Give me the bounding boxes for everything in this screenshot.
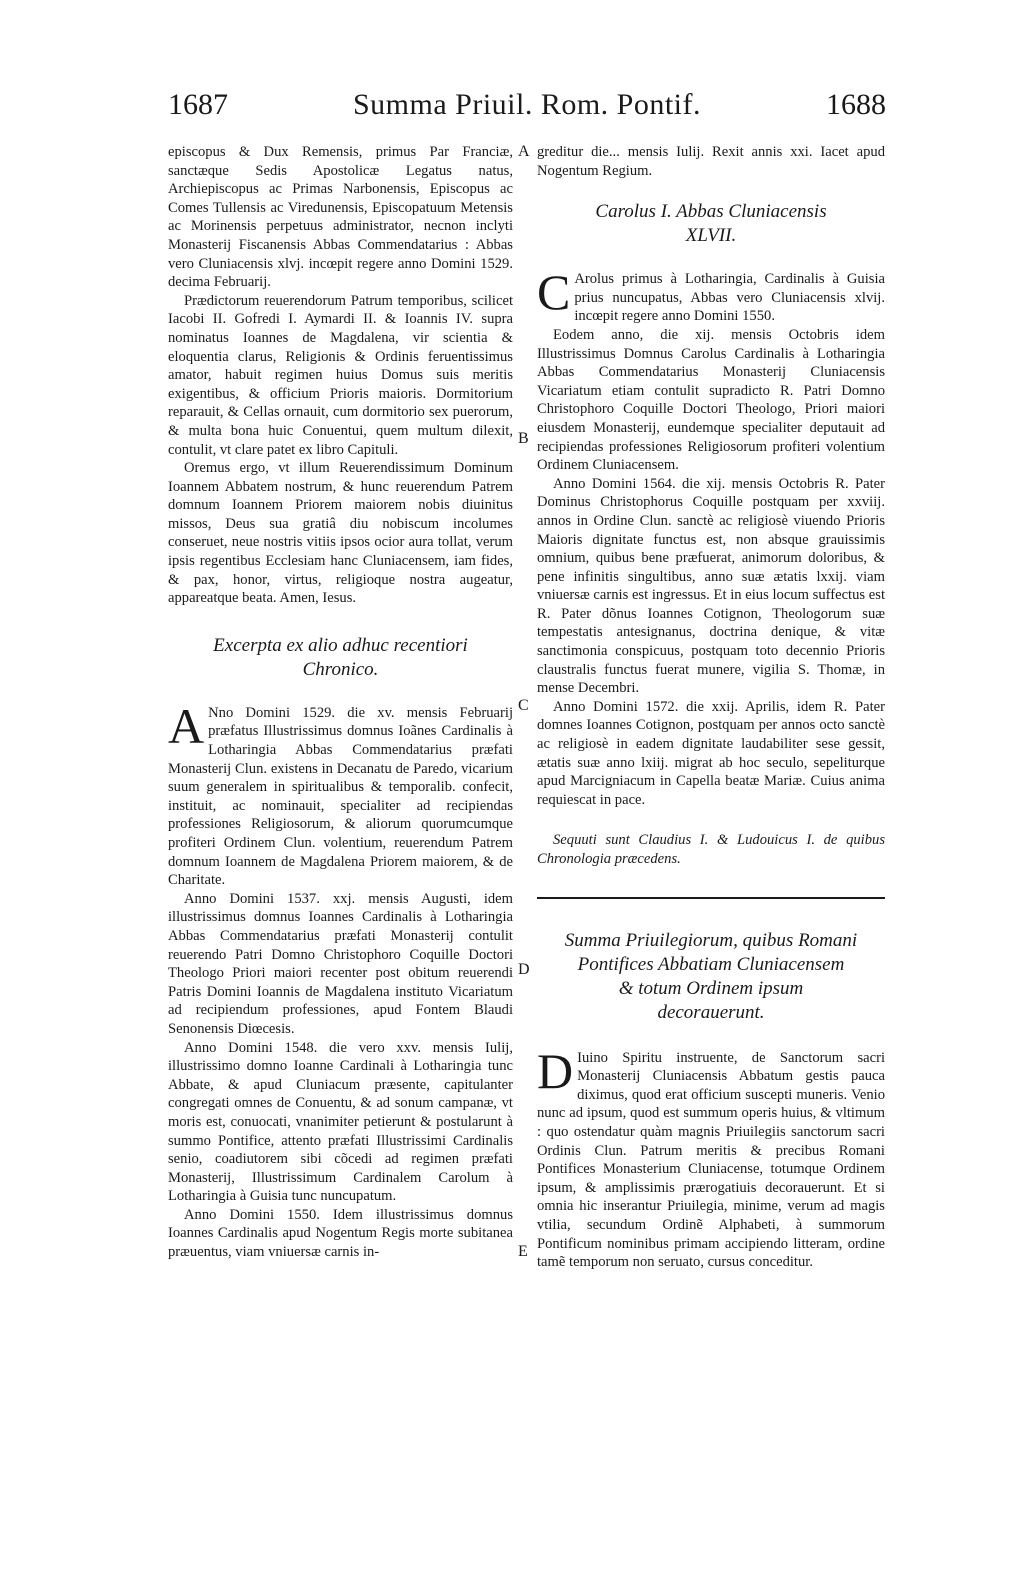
- running-title: Summa Priuil. Rom. Pontif.: [352, 88, 702, 121]
- paragraph: episcopus & Dux Remensis, primus Par Franciæ, sanctæque Sedis Apostolicæ Legatus natus, Archiepiscopus ac Primas Narbonensis, Episcopus ac Comes Tullensis ac Viredunensis, Episcopatuum Metensis ac Morinensis perpetuus administrator, necnon inclyti Monasterij Fiscanensis Abbas Commendatarius : Abbas vero Cluniacensis xlvj. incœpit regere anno Domini 1529. decima Februarij.: [168, 144, 513, 291]
- section-title: [537, 200, 885, 248]
- section-title-line: Summa Priuilegiorum, quibus Romani: [564, 929, 858, 951]
- paragraph-text: Nno Domini 1529. die xv. mensis Februarij præfatus Illustrissimus domnus Ioãnes Cardinalis à Lotharingia Abbas Commendatarius præfati Monasterij Clun. existens in Decanatu de Paredo, vicarium suum generalem in spiritualibus & temporalib. confecit, instituit, ac nominauit, specialiter ad recipiendas professiones Religiosorum, & aliorum quorumcumque profiteri Ordinem Clun. volentium, reuerendum Patrem domnum Ioannem de Magdalena Priorem maiorem, & de Charitate.: [168, 704, 513, 889]
- running-head: [168, 88, 886, 128]
- page-number-left: 1687: [168, 88, 228, 121]
- margin-letter-a: A: [518, 143, 530, 160]
- paragraph: Anno Domini 1572. die xxij. Aprilis, idem R. Pater domnes Ioannes Cotignon, postquam per annos octo sanctè ac religiosè in eadem dignitate laudabiliter sese gessit, ætatis suæ anno lxiij. migrat ab hoc seculo, sepeliturque apud Marcigniacum in Capella beatæ Mariæ. Cuius anima requiescat in pace.: [537, 698, 885, 808]
- paragraph-with-dropcap: [537, 1042, 885, 1272]
- left-column: [168, 143, 513, 1262]
- margin-letter-e: E: [518, 1243, 528, 1260]
- margin-letter-d: D: [518, 961, 530, 978]
- paragraph: Eodem anno, die xij. mensis Octobris idem Illustrissimus Domnus Carolus Cardinalis à Lotharingia Abbas Commendatarius Monasterij Cluniacensis Vicariatum etiam contulit supradicto R. Patri Domno Christophoro Coquille Doctori Theologo, Priori maiori eiusdem Monasterij, eundemque specialiter deputauit ad recipiendas professiones Religiosorum profiteri volentium Ordinem Cluniacensem.: [537, 326, 885, 474]
- drop-cap: A: [168, 697, 205, 754]
- drop-cap: D: [537, 1042, 574, 1099]
- margin-letter-b: B: [518, 430, 529, 447]
- paragraph-text: Iuino Spiritu instruente, de Sanctorum sacri Monasterij Cluniacensis Abbatum gestis pauca diximus, quod erat officium suscepti muneris. Venio nunc ad ipsum, quod est summum operis huius, & vltimum : quo ostendatur quàm magnis Priuilegiis sanctorum sacri Ordinis Clun. Patrum meritis & precibus Romani Pontifices Monasterium Cluniacense, totumque Ordinem ipsum, & amplissimis prærogatiuis decorauerunt. Et si omnia hic inserantur Priuilegia, minime, verum ad magis vtilia, secundum Ordinẽ Alphabeti, à summorum Pontificum nominibus primam accipiendo litteram, ordine tamẽ temporum non seruato, cursus conceditur.: [537, 1049, 885, 1271]
- paragraph: Prædictorum reuerendorum Patrum temporibus, scilicet Iacobi II. Gofredi I. Aymardi II. & Ioannis IV. supra nominatus Ioannes de Magdalena, vir scientia & eloquentia clarus, Religionis & Ordinis feruentissimus amator, habuit regimen huius Domus suis meritis exigentibus, & officium Prioris maioris. Dormitorium reparauit, & Cellas ornauit, cum dormitorio sex puerorum, & multa bona huic Conuentui, quem multum dilexit, contulit, vt clare patet ex libro Capituli.: [168, 292, 513, 458]
- paragraph-text: Arolus primus à Lotharingia, Cardinalis à Guisia prius nuncupatus, Abbas vero Cluniacensis xlvij. incœpit regere anno Domini 1550.: [574, 271, 885, 325]
- paragraph: Oremus ergo, vt illum Reuerendissimum Dominum Ioannem Abbatem nostrum, & hunc reuerendum Patrem domnum Ioannem Priorem maiorem nobis diuinitus missos, Deus sua gratiâ diu nobiscum incolumes conseruet, neue nostris vitiis ipsos ocior aura tollat, verum ipsis regentibus Ecclesiam hanc Cluniacensem, iam fides, & pax, honor, virtus, religioque nostra augeatur, appareatque beata. Amen, Iesus.: [168, 460, 513, 607]
- section-title: [168, 634, 513, 682]
- paragraph-with-dropcap: [537, 264, 885, 326]
- drop-cap: C: [537, 264, 571, 321]
- paragraph: Anno Domini 1564. die xij. mensis Octobris R. Pater Dominus Christophorus Coquille postquam per xxviij. annos in Ordine Clun. sanctè ac religiosè viuendo Prioris Maioris dignitate functus est, non absque grauissimis omnium, quibus bene præfuerat, animorum doloribus, & pene infinitis singultibus, anno suæ ætatis lxxij. viam vniuersæ carnis est ingressus. Et in eius locum suffectus est R. Pater dõnus Ioannes Cotignon, Theologorum suæ tempestatis antesignanus, doctrina denique, & vitæ sanctimonia conspicuus, postquam toto decennio Prioris claustralis functus fuerat munere, vigilia S. Thomæ, in mense Decembri.: [537, 475, 885, 697]
- right-column: [537, 143, 885, 1272]
- paragraph: Anno Domini 1548. die vero xxv. mensis Iulij, illustrissimo domno Ioanne Cardinali à Lotharingia tunc Abbate, & apud Cluniacum præsente, capitulanter congregati omnes de Conuentu, & ad sonum campanæ, vt moris est, conuocati, vnanimiter petierunt & postularunt à summo Pontifice, attento præfati Illustrissimi Cardinalis senio, coadiutorem sibi cõcedi ad regimen præfati Monasterij, Illustrissimum Cardinalem Carolum à Lotharingia à Guisia tunc nuncupatum.: [168, 1039, 513, 1205]
- section-title-line: Carolus I. Abbas Cluniacensis: [595, 201, 827, 223]
- section-title: [537, 929, 885, 1025]
- section-title-line: Excerpta ex alio adhuc recentiori: [213, 634, 468, 656]
- section-title-line: & totum Ordinem ipsum: [618, 977, 804, 999]
- section-title-line: decorauerunt.: [657, 1001, 765, 1023]
- paragraph: greditur die... mensis Iulij. Rexit annis xxi. Iacet apud Nogentum Regium.: [537, 144, 885, 179]
- section-title-line: Chronico.: [302, 658, 379, 680]
- paragraph: Anno Domini 1537. xxj. mensis Augusti, idem illustrissimus domnus Ioannes Cardinalis à Lotharingia Abbas Commendatarius præfati Monasterij contulit reuerendo Patri Domno Christophoro Coquille Doctori Theologo Priori maiori recenter post obitum reuerendi Patris Domini Ioannis de Magdalena instituto Vicariatum ad recipiendum professiones, apud Fontem Blaudi Senonensis Diœcesis.: [168, 890, 513, 1037]
- paragraph-with-dropcap: [168, 697, 513, 890]
- section-title-line: Pontifices Abbatiam Cluniacensem: [577, 953, 845, 975]
- note-text: Sequuti sunt Claudius I. & Ludouicus I. de quibus Chronologia præcedens.: [537, 832, 885, 867]
- paragraph: Anno Domini 1550. Idem illustrissimus domnus Ioannes Cardinalis apud Nogentum Regis morte subitanea præuentus, viam vniuersæ carnis in-: [168, 1206, 513, 1261]
- section-title-line: XLVII.: [685, 225, 737, 247]
- page-number-right: 1688: [826, 88, 886, 121]
- margin-letter-c: C: [518, 697, 529, 714]
